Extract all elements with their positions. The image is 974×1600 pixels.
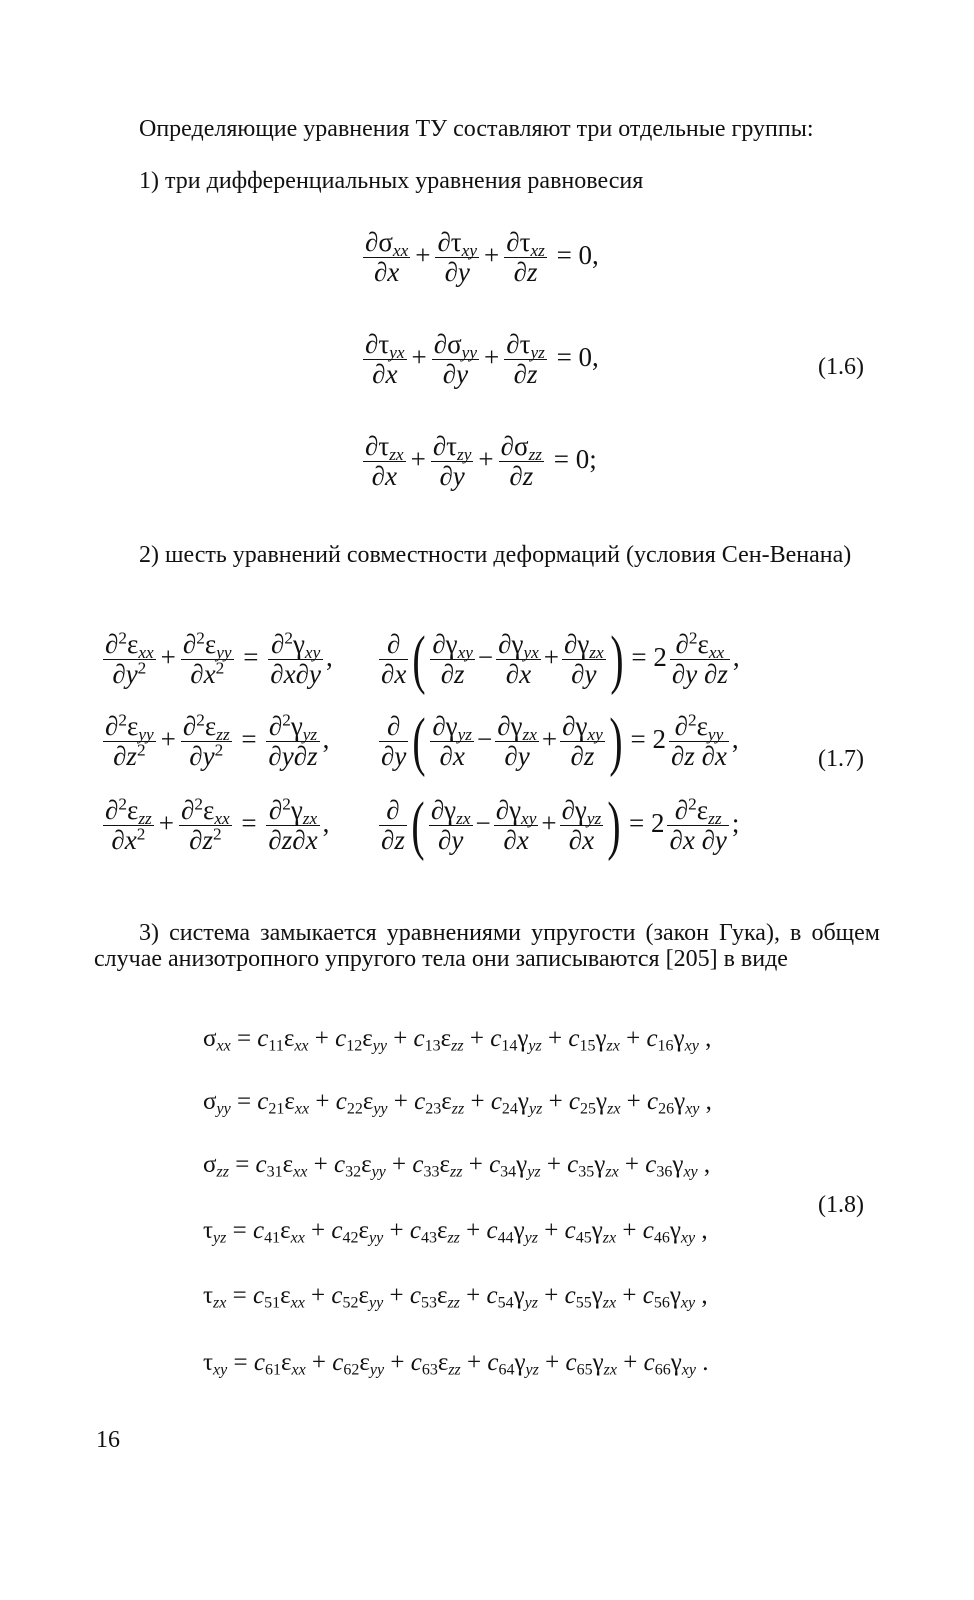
intro-paragraph: Определяющие уравнения ТУ составляют три отдельные группы: (139, 116, 814, 142)
equilibrium-equation-3: $\partial\tau_{zx}$ ∂x + $\partial\tau_{zy}$ ∂y + $\partial\sigma_{zz}$ ∂z = 0; (365, 431, 597, 492)
compatibility-equation-zx: $\partial^2\varepsilon_{zz}$ $\partial x^2$ + $\partial^2\varepsilon_{xx}$ $\partial z^2$ = $\partial^2\gamma_{zx}$ ∂z∂x , (105, 794, 330, 856)
hooke-equation-tau-xy: $\tau_{xy} = c_{61}\varepsilon_{xx} + c_{62}\varepsilon_{yy} + c_{63}\varepsilon_{zz} + c_{64}\gamma_{yz} + c_{65}\gamma_{zx} + c_{66}\gamma_{xy}$ . (203, 1349, 709, 1379)
compatibility-equation-yz: $\partial^2\varepsilon_{yy}$ $\partial z^2$ + $\partial^2\varepsilon_{zz}$ $\partial y^2$ = $\partial^2\gamma_{yz}$ ∂y∂z , (105, 710, 330, 772)
item3-paragraph: 3) система замыкается уравнениями упругости (закон Гука), в общем случае анизотропного упругого тела они записываются [205] в виде (94, 920, 880, 972)
equilibrium-equation-2: $\partial\tau_{yx}$ ∂x + $\partial\sigma_{yy}$ ∂y + $\partial\tau_{yz}$ ∂z = 0, (365, 329, 599, 390)
hooke-equation-tau-yz: $\tau_{yz} = c_{41}\varepsilon_{xx} + c_{42}\varepsilon_{yy} + c_{43}\varepsilon_{zz} + c_{44}\gamma_{yz} + c_{45}\gamma_{zx} + c_{46}\gamma_{xy}$ , (203, 1217, 708, 1247)
item2-paragraph: 2) шесть уравнений совместности деформаций (условия Сен-Венана) (139, 542, 852, 568)
equilibrium-equation-1: $\partial\sigma_{xx}$ ∂x + $\partial\tau_{xy}$ ∂y + $\partial\tau_{xz}$ ∂z = 0, (365, 227, 599, 288)
compatibility-equation-xx: ∂ ∂x ( $\partial\gamma_{xy}$ ∂z − $\partial\gamma_{yx}$ ∂x + $\partial\gamma_{zx}$ ∂y ) = 2 $\partial^2\varepsilon_{xx}$ ∂y ∂z , (381, 623, 740, 696)
equation-number-1-7: (1.7) (818, 746, 864, 772)
item1-paragraph: 1) три дифференциальных уравнения равновесия (139, 168, 644, 194)
compatibility-equation-zz: ∂ ∂z ( $\partial\gamma_{zx}$ ∂y − $\partial\gamma_{xy}$ ∂x + $\partial\gamma_{yz}$ ∂x ) = 2 $\partial^2\varepsilon_{zz}$ ∂x ∂y ; (381, 789, 740, 862)
compatibility-equation-xy: $\partial^2\varepsilon_{xx}$ $\partial y^2$ + $\partial^2\varepsilon_{yy}$ $\partial x^2$ = $\partial^2\gamma_{xy}$ ∂x∂y , (105, 628, 333, 690)
hooke-equation-sigma-zz: $\sigma_{zz} = c_{31}\varepsilon_{xx} + c_{32}\varepsilon_{yy} + c_{33}\varepsilon_{zz} + c_{34}\gamma_{yz} + c_{35}\gamma_{zx} + c_{36}\gamma_{xy}$ , (203, 1151, 711, 1181)
hooke-equation-tau-zx: $\tau_{zx} = c_{51}\varepsilon_{xx} + c_{52}\varepsilon_{yy} + c_{53}\varepsilon_{zz} + c_{54}\gamma_{yz} + c_{55}\gamma_{zx} + c_{56}\gamma_{xy}$ , (203, 1282, 708, 1312)
equation-number-1-8: (1.8) (818, 1192, 864, 1218)
page-number: 16 (96, 1427, 120, 1453)
hooke-equation-sigma-yy: $\sigma_{yy} = c_{21}\varepsilon_{xx} + c_{22}\varepsilon_{yy} + c_{23}\varepsilon_{zz} + c_{24}\gamma_{yz} + c_{25}\gamma_{zx} + c_{26}\gamma_{xy}$ , (203, 1088, 712, 1118)
hooke-equation-sigma-xx: $\sigma_{xx} = c_{11}\varepsilon_{xx} + c_{12}\varepsilon_{yy} + c_{13}\varepsilon_{zz} + c_{14}\gamma_{yz} + c_{15}\gamma_{zx} + c_{16}\gamma_{xy}$ , (203, 1025, 712, 1055)
compatibility-equation-yy: ∂ ∂y ( $\partial\gamma_{yz}$ ∂x − $\partial\gamma_{zx}$ ∂y + $\partial\gamma_{xy}$ ∂z ) = 2 $\partial^2\varepsilon_{yy}$ ∂z ∂x , (381, 705, 739, 778)
equation-number-1-6: (1.6) (818, 354, 864, 380)
